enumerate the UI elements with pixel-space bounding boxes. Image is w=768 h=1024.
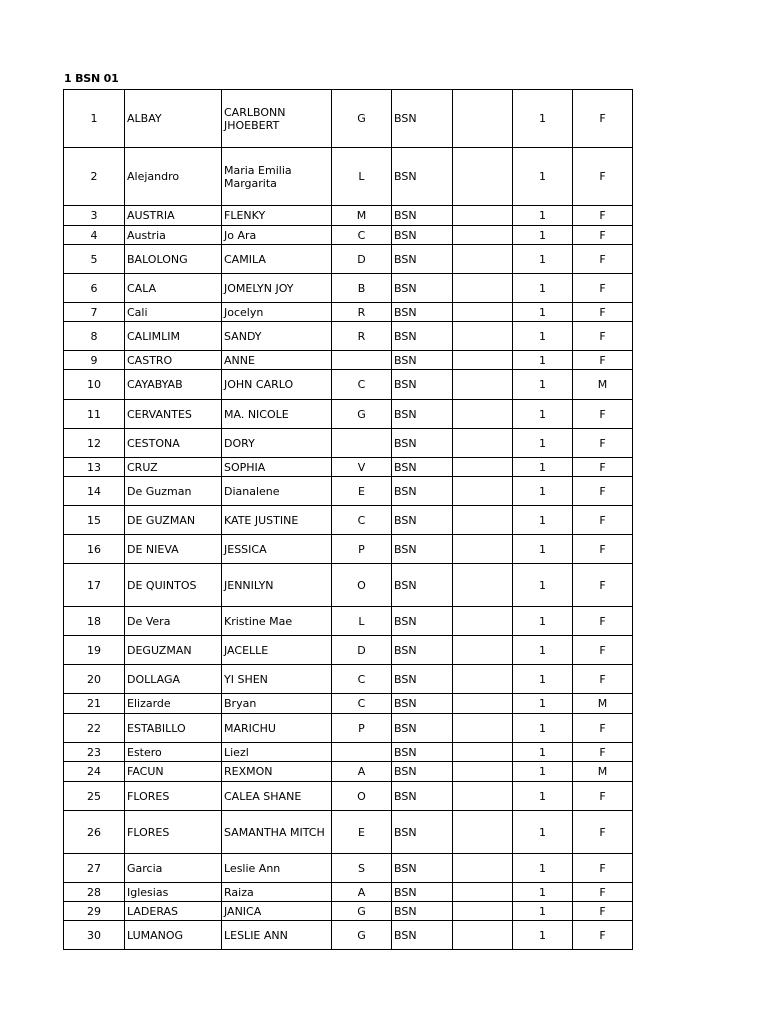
first-name-cell: LESLIE ANN <box>222 921 332 950</box>
row-number-cell: 12 <box>64 429 125 458</box>
first-name-cell: Liezl <box>222 743 332 762</box>
blank-cell <box>453 921 513 950</box>
first-name-cell: DORY <box>222 429 332 458</box>
course-cell: BSN <box>392 226 453 245</box>
middle-initial-cell <box>332 351 392 370</box>
row-number-cell: 26 <box>64 811 125 854</box>
blank-cell <box>453 636 513 665</box>
last-name-cell: CESTONA <box>125 429 222 458</box>
sex-cell: F <box>573 322 633 351</box>
last-name-cell: CRUZ <box>125 458 222 477</box>
year-level-cell: 1 <box>513 226 573 245</box>
course-cell: BSN <box>392 148 453 206</box>
last-name-cell: CERVANTES <box>125 400 222 429</box>
blank-cell <box>453 148 513 206</box>
table-row <box>64 883 633 902</box>
sex-cell: M <box>573 694 633 714</box>
year-level-cell: 1 <box>513 535 573 564</box>
last-name-cell: Garcia <box>125 854 222 883</box>
first-name-cell: JENNILYN <box>222 564 332 607</box>
course-cell: BSN <box>392 506 453 535</box>
sex-cell: M <box>573 762 633 782</box>
blank-cell <box>453 370 513 400</box>
last-name-cell: De Vera <box>125 607 222 636</box>
row-number-cell: 23 <box>64 743 125 762</box>
row-number-cell: 30 <box>64 921 125 950</box>
middle-initial-cell: C <box>332 370 392 400</box>
middle-initial-cell: D <box>332 245 392 274</box>
sex-cell: F <box>573 883 633 902</box>
sex-cell: F <box>573 148 633 206</box>
course-cell: BSN <box>392 883 453 902</box>
table-row <box>64 762 633 782</box>
blank-cell <box>453 322 513 351</box>
table-row <box>64 811 633 854</box>
sex-cell: F <box>573 811 633 854</box>
table-row <box>64 714 633 743</box>
first-name-cell: Bryan <box>222 694 332 714</box>
sheet-title: 1 BSN 01 <box>64 72 119 85</box>
row-number-cell: 6 <box>64 274 125 303</box>
year-level-cell: 1 <box>513 322 573 351</box>
blank-cell <box>453 607 513 636</box>
year-level-cell: 1 <box>513 148 573 206</box>
course-cell: BSN <box>392 429 453 458</box>
sex-cell: F <box>573 206 633 226</box>
sex-cell: F <box>573 351 633 370</box>
course-cell: BSN <box>392 400 453 429</box>
year-level-cell: 1 <box>513 665 573 694</box>
course-cell: BSN <box>392 245 453 274</box>
middle-initial-cell: A <box>332 883 392 902</box>
row-number-cell: 3 <box>64 206 125 226</box>
blank-cell <box>453 477 513 506</box>
table-row <box>64 694 633 714</box>
sex-cell: F <box>573 506 633 535</box>
first-name-cell: JESSICA <box>222 535 332 564</box>
table-row <box>64 322 633 351</box>
year-level-cell: 1 <box>513 743 573 762</box>
year-level-cell: 1 <box>513 564 573 607</box>
first-name-cell: Maria Emilia Margarita <box>222 148 332 206</box>
year-level-cell: 1 <box>513 477 573 506</box>
last-name-cell: DE QUINTOS <box>125 564 222 607</box>
last-name-cell: DOLLAGA <box>125 665 222 694</box>
middle-initial-cell: L <box>332 607 392 636</box>
year-level-cell: 1 <box>513 400 573 429</box>
last-name-cell: Austria <box>125 226 222 245</box>
row-number-cell: 11 <box>64 400 125 429</box>
course-cell: BSN <box>392 303 453 322</box>
sex-cell: F <box>573 90 633 148</box>
table-row <box>64 636 633 665</box>
row-number-cell: 1 <box>64 90 125 148</box>
last-name-cell: CASTRO <box>125 351 222 370</box>
course-cell: BSN <box>392 370 453 400</box>
first-name-cell: JANICA <box>222 902 332 921</box>
course-cell: BSN <box>392 782 453 811</box>
year-level-cell: 1 <box>513 902 573 921</box>
middle-initial-cell: M <box>332 206 392 226</box>
year-level-cell: 1 <box>513 245 573 274</box>
last-name-cell: ALBAY <box>125 90 222 148</box>
year-level-cell: 1 <box>513 694 573 714</box>
blank-cell <box>453 665 513 694</box>
table-row <box>64 477 633 506</box>
table-row <box>64 782 633 811</box>
middle-initial-cell: O <box>332 564 392 607</box>
middle-initial-cell: R <box>332 303 392 322</box>
table-row <box>64 351 633 370</box>
middle-initial-cell: E <box>332 811 392 854</box>
first-name-cell: Jo Ara <box>222 226 332 245</box>
row-number-cell: 19 <box>64 636 125 665</box>
row-number-cell: 13 <box>64 458 125 477</box>
year-level-cell: 1 <box>513 714 573 743</box>
course-cell: BSN <box>392 458 453 477</box>
row-number-cell: 20 <box>64 665 125 694</box>
first-name-cell: FLENKY <box>222 206 332 226</box>
row-number-cell: 2 <box>64 148 125 206</box>
year-level-cell: 1 <box>513 458 573 477</box>
sex-cell: M <box>573 370 633 400</box>
row-number-cell: 25 <box>64 782 125 811</box>
table-row <box>64 245 633 274</box>
row-number-cell: 4 <box>64 226 125 245</box>
middle-initial-cell: G <box>332 400 392 429</box>
sex-cell: F <box>573 921 633 950</box>
middle-initial-cell: L <box>332 148 392 206</box>
sex-cell: F <box>573 665 633 694</box>
year-level-cell: 1 <box>513 921 573 950</box>
table-row <box>64 226 633 245</box>
first-name-cell: JOHN CARLO <box>222 370 332 400</box>
sex-cell: F <box>573 303 633 322</box>
blank-cell <box>453 206 513 226</box>
blank-cell <box>453 351 513 370</box>
first-name-cell: Dianalene <box>222 477 332 506</box>
year-level-cell: 1 <box>513 607 573 636</box>
last-name-cell: CAYABYAB <box>125 370 222 400</box>
blank-cell <box>453 400 513 429</box>
last-name-cell: AUSTRIA <box>125 206 222 226</box>
last-name-cell: LUMANOG <box>125 921 222 950</box>
sex-cell: F <box>573 902 633 921</box>
table-row <box>64 854 633 883</box>
row-number-cell: 17 <box>64 564 125 607</box>
last-name-cell: De Guzman <box>125 477 222 506</box>
middle-initial-cell: V <box>332 458 392 477</box>
row-number-cell: 15 <box>64 506 125 535</box>
last-name-cell: Iglesias <box>125 883 222 902</box>
course-cell: BSN <box>392 811 453 854</box>
middle-initial-cell: G <box>332 90 392 148</box>
middle-initial-cell: A <box>332 762 392 782</box>
course-cell: BSN <box>392 694 453 714</box>
table-row <box>64 90 633 148</box>
year-level-cell: 1 <box>513 854 573 883</box>
sex-cell: F <box>573 429 633 458</box>
course-cell: BSN <box>392 902 453 921</box>
table-row <box>64 607 633 636</box>
year-level-cell: 1 <box>513 429 573 458</box>
last-name-cell: CALA <box>125 274 222 303</box>
middle-initial-cell: C <box>332 665 392 694</box>
table-row <box>64 303 633 322</box>
last-name-cell: Elizarde <box>125 694 222 714</box>
row-number-cell: 27 <box>64 854 125 883</box>
blank-cell <box>453 714 513 743</box>
middle-initial-cell <box>332 743 392 762</box>
blank-cell <box>453 564 513 607</box>
year-level-cell: 1 <box>513 90 573 148</box>
row-number-cell: 18 <box>64 607 125 636</box>
year-level-cell: 1 <box>513 303 573 322</box>
blank-cell <box>453 883 513 902</box>
course-cell: BSN <box>392 921 453 950</box>
middle-initial-cell: O <box>332 782 392 811</box>
course-cell: BSN <box>392 762 453 782</box>
first-name-cell: KATE JUSTINE <box>222 506 332 535</box>
row-number-cell: 5 <box>64 245 125 274</box>
course-cell: BSN <box>392 206 453 226</box>
course-cell: BSN <box>392 90 453 148</box>
roster-body <box>64 90 633 950</box>
sex-cell: F <box>573 245 633 274</box>
last-name-cell: BALOLONG <box>125 245 222 274</box>
table-row <box>64 429 633 458</box>
first-name-cell: MARICHU <box>222 714 332 743</box>
year-level-cell: 1 <box>513 811 573 854</box>
table-row <box>64 400 633 429</box>
blank-cell <box>453 811 513 854</box>
blank-cell <box>453 274 513 303</box>
blank-cell <box>453 743 513 762</box>
first-name-cell: Leslie Ann <box>222 854 332 883</box>
table-row <box>64 921 633 950</box>
middle-initial-cell: C <box>332 694 392 714</box>
last-name-cell: FACUN <box>125 762 222 782</box>
blank-cell <box>453 782 513 811</box>
table-row <box>64 458 633 477</box>
row-number-cell: 28 <box>64 883 125 902</box>
last-name-cell: DE GUZMAN <box>125 506 222 535</box>
first-name-cell: Raiza <box>222 883 332 902</box>
blank-cell <box>453 762 513 782</box>
last-name-cell: CALIMLIM <box>125 322 222 351</box>
first-name-cell: CARLBONN JHOEBERT <box>222 90 332 148</box>
table-row <box>64 370 633 400</box>
last-name-cell: Cali <box>125 303 222 322</box>
year-level-cell: 1 <box>513 782 573 811</box>
row-number-cell: 24 <box>64 762 125 782</box>
year-level-cell: 1 <box>513 762 573 782</box>
first-name-cell: SAMANTHA MITCH <box>222 811 332 854</box>
row-number-cell: 7 <box>64 303 125 322</box>
course-cell: BSN <box>392 322 453 351</box>
sex-cell: F <box>573 782 633 811</box>
table-row <box>64 274 633 303</box>
table-row <box>64 665 633 694</box>
course-cell: BSN <box>392 743 453 762</box>
roster-table <box>63 89 633 950</box>
sex-cell: F <box>573 535 633 564</box>
blank-cell <box>453 90 513 148</box>
last-name-cell: Estero <box>125 743 222 762</box>
sex-cell: F <box>573 636 633 665</box>
year-level-cell: 1 <box>513 506 573 535</box>
course-cell: BSN <box>392 854 453 883</box>
middle-initial-cell: R <box>332 322 392 351</box>
blank-cell <box>453 694 513 714</box>
year-level-cell: 1 <box>513 370 573 400</box>
middle-initial-cell: G <box>332 921 392 950</box>
blank-cell <box>453 458 513 477</box>
middle-initial-cell: C <box>332 506 392 535</box>
first-name-cell: REXMON <box>222 762 332 782</box>
last-name-cell: DE NIEVA <box>125 535 222 564</box>
year-level-cell: 1 <box>513 883 573 902</box>
middle-initial-cell: S <box>332 854 392 883</box>
table-row <box>64 148 633 206</box>
course-cell: BSN <box>392 351 453 370</box>
course-cell: BSN <box>392 665 453 694</box>
sex-cell: F <box>573 714 633 743</box>
sex-cell: F <box>573 400 633 429</box>
year-level-cell: 1 <box>513 636 573 665</box>
blank-cell <box>453 854 513 883</box>
course-cell: BSN <box>392 274 453 303</box>
last-name-cell: ESTABILLO <box>125 714 222 743</box>
first-name-cell: JACELLE <box>222 636 332 665</box>
sex-cell: F <box>573 607 633 636</box>
last-name-cell: Alejandro <box>125 148 222 206</box>
row-number-cell: 22 <box>64 714 125 743</box>
row-number-cell: 29 <box>64 902 125 921</box>
middle-initial-cell <box>332 429 392 458</box>
blank-cell <box>453 226 513 245</box>
middle-initial-cell: B <box>332 274 392 303</box>
course-cell: BSN <box>392 477 453 506</box>
first-name-cell: MA. NICOLE <box>222 400 332 429</box>
middle-initial-cell: C <box>332 226 392 245</box>
first-name-cell: SANDY <box>222 322 332 351</box>
blank-cell <box>453 245 513 274</box>
last-name-cell: FLORES <box>125 782 222 811</box>
last-name-cell: FLORES <box>125 811 222 854</box>
sex-cell: F <box>573 854 633 883</box>
sex-cell: F <box>573 564 633 607</box>
sex-cell: F <box>573 274 633 303</box>
row-number-cell: 16 <box>64 535 125 564</box>
sex-cell: F <box>573 458 633 477</box>
table-row <box>64 902 633 921</box>
middle-initial-cell: P <box>332 714 392 743</box>
first-name-cell: SOPHIA <box>222 458 332 477</box>
course-cell: BSN <box>392 714 453 743</box>
year-level-cell: 1 <box>513 274 573 303</box>
course-cell: BSN <box>392 535 453 564</box>
middle-initial-cell: G <box>332 902 392 921</box>
row-number-cell: 8 <box>64 322 125 351</box>
row-number-cell: 10 <box>64 370 125 400</box>
blank-cell <box>453 506 513 535</box>
row-number-cell: 9 <box>64 351 125 370</box>
sex-cell: F <box>573 226 633 245</box>
row-number-cell: 21 <box>64 694 125 714</box>
table-row <box>64 743 633 762</box>
blank-cell <box>453 303 513 322</box>
middle-initial-cell: E <box>332 477 392 506</box>
first-name-cell: Jocelyn <box>222 303 332 322</box>
first-name-cell: Kristine Mae <box>222 607 332 636</box>
last-name-cell: DEGUZMAN <box>125 636 222 665</box>
year-level-cell: 1 <box>513 351 573 370</box>
table-row <box>64 506 633 535</box>
first-name-cell: CALEA SHANE <box>222 782 332 811</box>
sex-cell: F <box>573 477 633 506</box>
sex-cell: F <box>573 743 633 762</box>
middle-initial-cell: D <box>332 636 392 665</box>
row-number-cell: 14 <box>64 477 125 506</box>
middle-initial-cell: P <box>332 535 392 564</box>
first-name-cell: YI SHEN <box>222 665 332 694</box>
first-name-cell: JOMELYN JOY <box>222 274 332 303</box>
year-level-cell: 1 <box>513 206 573 226</box>
course-cell: BSN <box>392 607 453 636</box>
table-row <box>64 564 633 607</box>
table-row <box>64 535 633 564</box>
course-cell: BSN <box>392 636 453 665</box>
blank-cell <box>453 535 513 564</box>
last-name-cell: LADERAS <box>125 902 222 921</box>
first-name-cell: CAMILA <box>222 245 332 274</box>
table-row <box>64 206 633 226</box>
blank-cell <box>453 902 513 921</box>
first-name-cell: ANNE <box>222 351 332 370</box>
blank-cell <box>453 429 513 458</box>
course-cell: BSN <box>392 564 453 607</box>
